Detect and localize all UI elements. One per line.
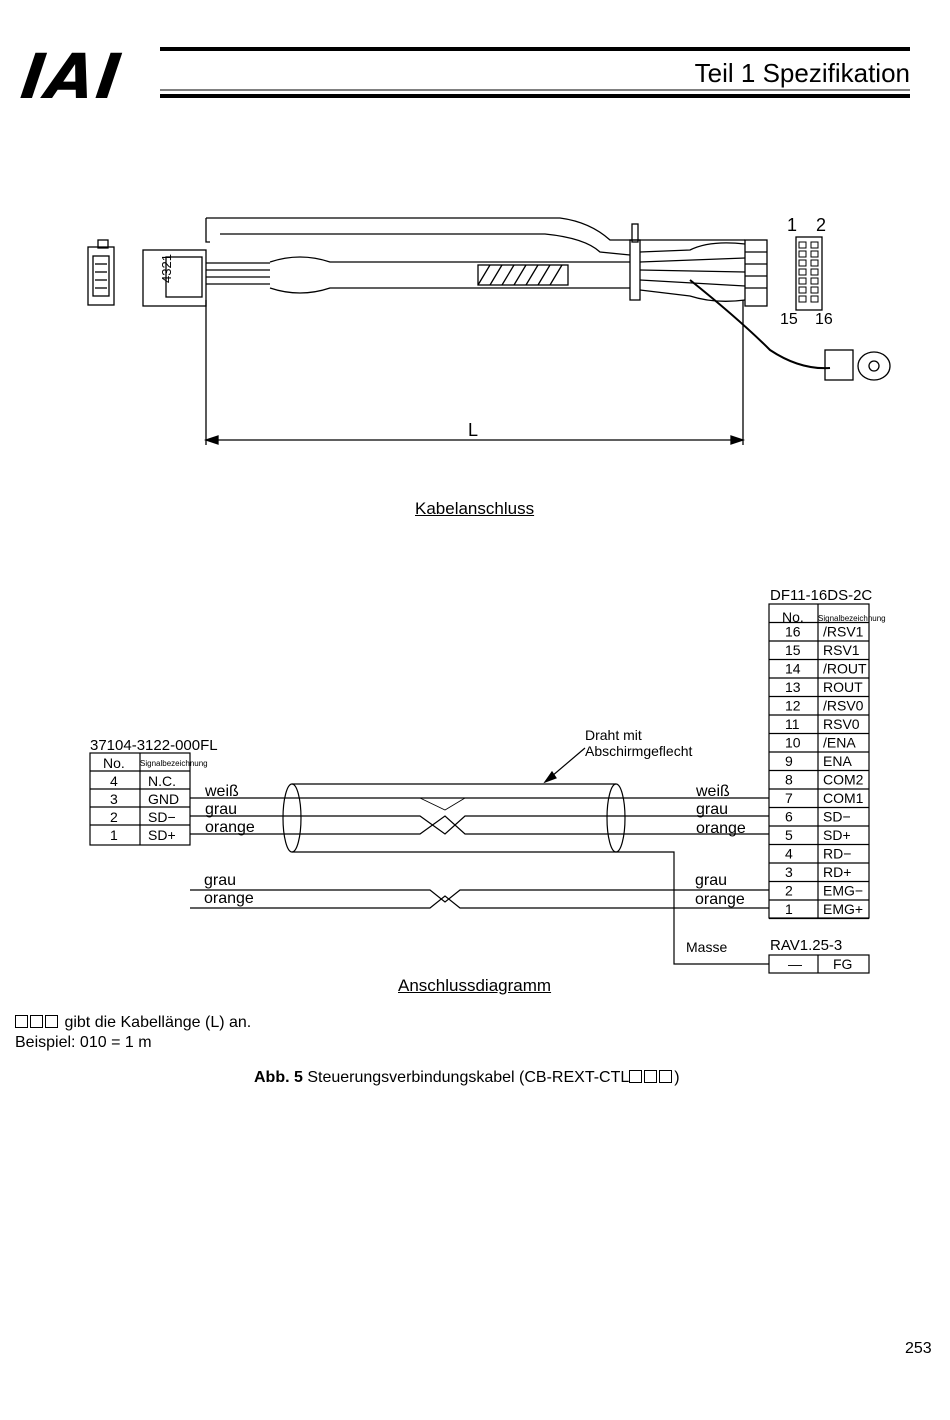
right-pin-signal: /ROUT [823, 660, 867, 677]
right-pin-signal: /RSV0 [823, 697, 864, 714]
wire-right-grey: grau [696, 801, 729, 818]
wire-left-grey: grau [205, 801, 238, 818]
right-pin-signal: EMG− [823, 882, 864, 899]
placeholder-box-icon [629, 1070, 642, 1083]
left-no-3: 3 [110, 791, 118, 807]
right-pin-signal: RSV1 [823, 642, 860, 658]
upper-wires [190, 798, 769, 834]
right-pin-no: 8 [785, 771, 793, 788]
right-pin-no: 13 [785, 679, 801, 695]
wire-left-grey-2: grau [204, 872, 237, 889]
wire-right-grey-2: grau [695, 872, 728, 889]
wire-right-orange: orange [696, 820, 746, 837]
right-pin-signal: /ENA [823, 734, 856, 751]
left-sig-3: GND [148, 791, 180, 807]
wire-left-orange: orange [205, 819, 255, 836]
placeholder-box-icon [45, 1015, 58, 1028]
right-col-signal: Signalbezeichnung [818, 614, 886, 623]
pin1-label: 1 [787, 215, 798, 235]
left-no-1: 1 [110, 827, 118, 843]
left-no-2: 2 [110, 809, 118, 825]
ground-part-no: RAV1.25-3 [770, 937, 843, 954]
left-part-no: 37104-3122-000FL [90, 737, 218, 754]
figure-caption [254, 1069, 680, 1087]
pin2-label: 2 [816, 215, 827, 235]
right-pin-no: 10 [785, 734, 801, 751]
right-pin-no: 7 [785, 790, 793, 806]
shield-label-1: Draht mit [585, 727, 642, 743]
cable-drawing [0, 200, 950, 460]
drawing-caption: Kabelanschluss [415, 499, 535, 518]
ground-dash: — [788, 956, 802, 972]
diagram-caption: Anschlussdiagramm [398, 976, 552, 995]
right-pin-no: 5 [785, 827, 793, 843]
wire-left-white: weiß [205, 783, 239, 800]
placeholder-box-icon [30, 1015, 43, 1028]
ground-sig: FG [833, 956, 853, 972]
right-pin-signal: SD+ [823, 827, 851, 843]
figure-title: Steuerungsverbindungskabel (CB-REXT-CTL [307, 1069, 630, 1086]
left-sig-1: SD+ [148, 827, 176, 843]
placeholder-box-icon [659, 1070, 672, 1083]
right-pin-signal: RD+ [823, 864, 852, 880]
right-pin-signal: ROUT [823, 679, 863, 695]
page-number: 253 [905, 1340, 932, 1357]
page-title: Teil 1 Spezifikation [694, 58, 910, 88]
right-pin-signal: /RSV1 [823, 623, 864, 640]
right-pin-no: 14 [785, 660, 801, 677]
right-pin-no: 3 [785, 864, 793, 880]
right-pin-no: 11 [785, 716, 800, 732]
ground-label: Masse [686, 939, 728, 955]
ground-connector-table [769, 955, 869, 973]
length-label: L [468, 420, 479, 440]
iai-logo: IAI [16, 40, 128, 113]
wire-right-white: weiß [696, 783, 730, 800]
right-pin-signal: RD− [823, 845, 852, 862]
right-pin-no: 12 [785, 697, 801, 714]
wire-right-orange-2: orange [695, 891, 745, 908]
right-pin-signal: SD− [823, 808, 851, 825]
left-col-no: No. [103, 755, 125, 771]
placeholder-box-icon [15, 1015, 28, 1028]
right-pin-no: 16 [785, 623, 801, 640]
note-text-1: gibt die Kabellänge (L) an. [64, 1014, 252, 1031]
right-part-no: DF11-16DS-2C [770, 587, 873, 604]
cable-clamp [630, 240, 640, 300]
right-pin-signal: ENA [823, 753, 852, 769]
wire-left-orange-2: orange [204, 890, 254, 907]
right-pin-no: 1 [785, 901, 793, 917]
right-pin-no: 6 [785, 808, 793, 825]
right-pin-signal: RSV0 [823, 716, 860, 732]
right-pin-no: 15 [785, 642, 801, 658]
left-sig-2: SD− [148, 809, 176, 825]
connection-diagram [0, 580, 950, 980]
figure-title-end: ) [674, 1069, 680, 1086]
note-line-2: Beispiel: 010 = 1 m [15, 1034, 152, 1051]
right-pin-no: 2 [785, 882, 793, 899]
right-connector [745, 240, 767, 306]
shield-label-2: Abschirmgeflecht [585, 743, 693, 759]
right-col-no: No. [782, 609, 804, 625]
connector-pins-label: 4321 [159, 254, 174, 283]
pin15-label: 15 [780, 311, 798, 328]
figure-label: Abb. 5 [254, 1069, 303, 1086]
lower-wires [190, 890, 769, 908]
right-pin-signal: COM2 [823, 771, 864, 788]
right-pin-no: 9 [785, 753, 793, 769]
placeholder-box-icon [644, 1070, 657, 1083]
left-col-signal: Signalbezeichnung [140, 759, 208, 768]
right-pin-signal: COM1 [823, 790, 864, 806]
pin16-label: 16 [815, 311, 833, 328]
right-pin-signal: EMG+ [823, 901, 864, 917]
right-pin-no: 4 [785, 845, 793, 862]
left-sig-4: N.C. [148, 773, 176, 789]
note-line-1 [15, 1014, 251, 1032]
left-no-4: 4 [110, 773, 118, 789]
